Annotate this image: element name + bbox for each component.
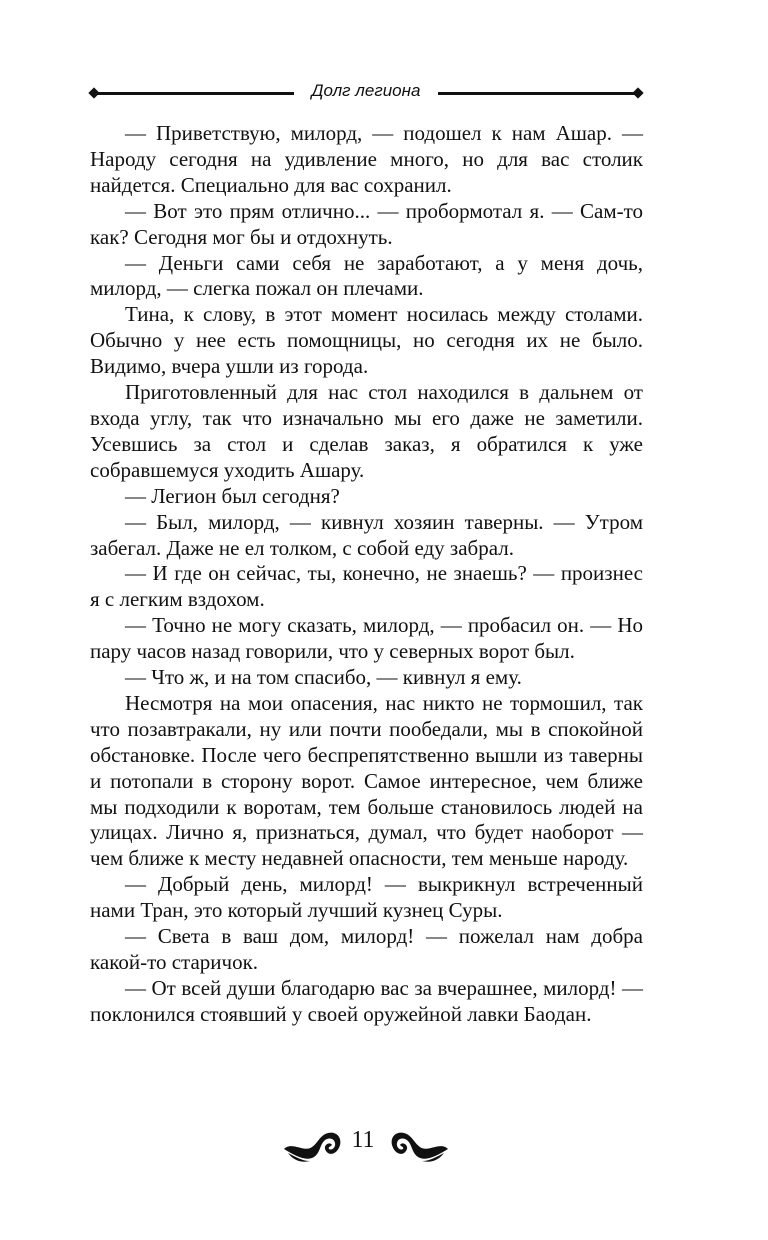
paragraph: — Добрый день, милорд! — выкрикнул встреченный нами Тран, это который лучший кузнец Суры.: [90, 872, 643, 923]
paragraph: — Света в ваш дом, милорд! — пожелал нам добра какой-то старичок.: [90, 924, 643, 974]
paragraph: — Приветствую, милорд, — подошел к нам Ашар. — Народу сегодня на удивление много, но для вас столик найдется. Специально для вас сохранил.: [90, 121, 643, 197]
paragraph: — Что ж, и на том спасибо, — кивнул я ему.: [125, 665, 522, 690]
paragraph: — От всей души благодарю вас за вчерашнее, милорд! — поклонился стоявший у своей оружейной лавки Баодан.: [90, 975, 643, 1026]
running-title: Долг легиона: [311, 81, 421, 100]
running-header: [88, 78, 644, 108]
paragraph: — Был, милорд, — кивнул хозяин таверны. — Утром забегал. Даже не ел толком, с собой еду забрал.: [90, 509, 643, 560]
paragraph: — И где он сейчас, ты, конечно, не знаешь? — произнес я с легким вздохом.: [90, 561, 643, 612]
paragraph: Тина, к слову, в этот момент носилась между столами. Обычно у нее есть помощницы, но сегодня их не было. Видимо, вчера ушли из города.: [90, 302, 643, 379]
paragraph: Несмотря на мои опасения, нас никто не тормошил, так что позавтракали, ну или почти пообедали, мы в спокойной обстановке. После чего беспрепятственно вышли из таверны и потопали в сторону ворот. Самое интересное, чем ближе мы подходили к воротам, тем больше становилось людей на улицах. Лично я, признаться, думал, что будет наоборот — чем ближе к месту недавней опасности, тем меньше народу.: [90, 690, 643, 871]
paragraph: Приготовленный для нас стол находился в дальнем от входа углу, так что изначально мы его даже не заметили. Усевшись за стол и сделав заказ, я обратился к уже собравшемуся уходить Ашару.: [90, 380, 643, 482]
paragraph: — Точно не могу сказать, милорд, — пробасил он. — Но пару часов назад говорили, что у северных ворот был.: [90, 613, 643, 664]
scroll-ornament-left-icon: [282, 1127, 344, 1165]
page-footer: [0, 1123, 768, 1167]
page-number: 11: [351, 1127, 375, 1153]
paragraph: — Деньги сами себя не заработают, а у меня дочь, милорд, — слегка пожал он плечами.: [90, 250, 643, 301]
paragraph: — Легион был сегодня?: [125, 483, 340, 508]
body-text: [90, 121, 643, 1028]
scroll-ornament-right-icon: [380, 1127, 450, 1165]
paragraph: — Вот это прям отлично... — пробормотал я. — Сам-то как? Сегодня мог бы и отдохнуть.: [90, 198, 643, 249]
header-rule-right: [438, 92, 636, 95]
